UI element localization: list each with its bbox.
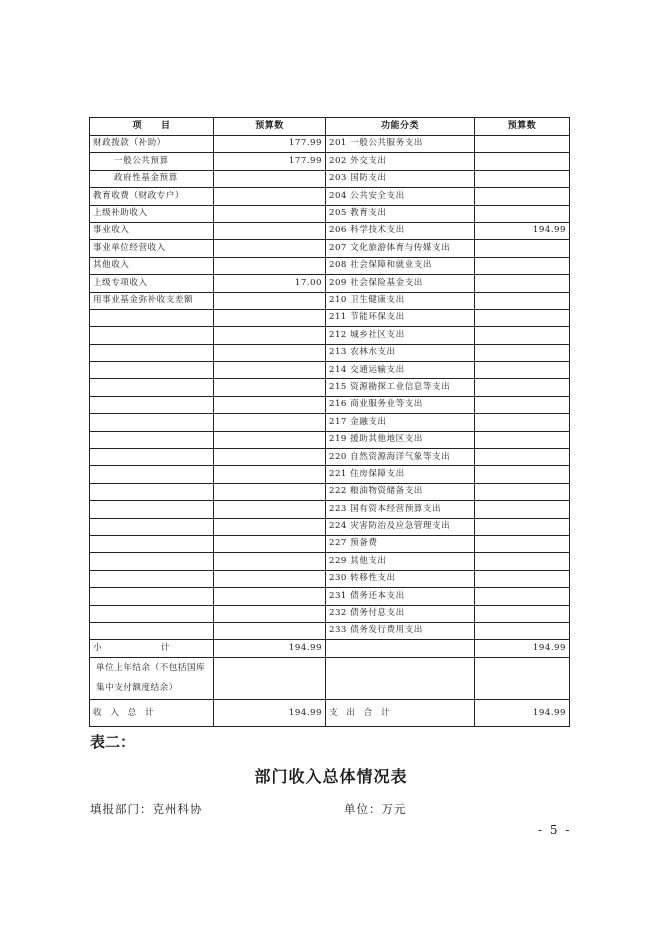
row-item bbox=[90, 309, 214, 326]
row-item bbox=[90, 570, 214, 587]
row-function: 213 农林水支出 bbox=[326, 344, 475, 361]
row-function: 214 交通运输支出 bbox=[326, 362, 475, 379]
row-function: 221 住房保障支出 bbox=[326, 466, 475, 483]
row-function: 223 国有资本经营预算支出 bbox=[326, 501, 475, 518]
row-function: 209 社会保险基金支出 bbox=[326, 275, 475, 292]
table-row bbox=[90, 449, 570, 466]
row-function-amount bbox=[475, 170, 570, 187]
row-function: 211 节能环保支出 bbox=[326, 309, 475, 326]
row-item-amount bbox=[214, 257, 326, 274]
row-item: 上级专项收入 bbox=[90, 275, 214, 292]
row-function-amount bbox=[475, 535, 570, 552]
table-row bbox=[90, 205, 570, 222]
subtotal-row bbox=[90, 640, 570, 658]
table-row bbox=[90, 309, 570, 326]
table-row bbox=[90, 396, 570, 413]
table-row bbox=[90, 622, 570, 639]
row-item: 事业单位经营收入 bbox=[90, 240, 214, 257]
carryover-row bbox=[90, 658, 570, 700]
row-function-amount bbox=[475, 449, 570, 466]
row-function-amount bbox=[475, 257, 570, 274]
row-item bbox=[90, 588, 214, 605]
table-row bbox=[90, 327, 570, 344]
row-function-amount bbox=[475, 501, 570, 518]
row-item bbox=[90, 414, 214, 431]
total-row bbox=[90, 700, 570, 727]
row-function: 208 社会保障和就业支出 bbox=[326, 257, 475, 274]
row-item-amount bbox=[214, 622, 326, 639]
row-item-amount: 177.99 bbox=[214, 136, 326, 153]
row-function-amount bbox=[475, 153, 570, 170]
expense-total-label: 支 出 合 计 bbox=[326, 700, 475, 727]
row-item-amount bbox=[214, 344, 326, 361]
row-item-amount bbox=[214, 535, 326, 552]
table-row bbox=[90, 379, 570, 396]
header-function: 功能分类 bbox=[326, 118, 475, 136]
row-function: 231 债务还本支出 bbox=[326, 588, 475, 605]
row-item-amount bbox=[214, 379, 326, 396]
row-item-amount bbox=[214, 170, 326, 187]
row-item bbox=[90, 466, 214, 483]
row-item bbox=[90, 396, 214, 413]
table-row bbox=[90, 553, 570, 570]
header-function-amount: 预算数 bbox=[475, 118, 570, 136]
row-item-amount bbox=[214, 588, 326, 605]
row-item-amount bbox=[214, 362, 326, 379]
row-item: 事业收入 bbox=[90, 222, 214, 239]
row-function-amount bbox=[475, 379, 570, 396]
row-function-amount bbox=[475, 136, 570, 153]
row-function-amount bbox=[475, 362, 570, 379]
row-item bbox=[90, 344, 214, 361]
row-function: 227 预备费 bbox=[326, 535, 475, 552]
row-item-amount bbox=[214, 466, 326, 483]
row-function: 216 商业服务业等支出 bbox=[326, 396, 475, 413]
row-function: 224 灾害防治及应急管理支出 bbox=[326, 518, 475, 535]
row-function: 205 教育支出 bbox=[326, 205, 475, 222]
row-function: 204 公共安全支出 bbox=[326, 188, 475, 205]
row-function: 229 其他支出 bbox=[326, 553, 475, 570]
row-item-amount bbox=[214, 449, 326, 466]
row-function: 219 援助其他地区支出 bbox=[326, 431, 475, 448]
row-function-amount bbox=[475, 396, 570, 413]
row-item bbox=[90, 535, 214, 552]
row-function-amount bbox=[475, 240, 570, 257]
table-row bbox=[90, 188, 570, 205]
row-function-amount: 194.99 bbox=[475, 222, 570, 239]
table-row bbox=[90, 588, 570, 605]
carryover-function-empty bbox=[326, 658, 475, 700]
row-item-amount bbox=[214, 396, 326, 413]
table-row bbox=[90, 414, 570, 431]
page-number: - 5 - bbox=[538, 823, 572, 837]
table-row bbox=[90, 275, 570, 292]
row-item bbox=[90, 379, 214, 396]
row-function-amount bbox=[475, 553, 570, 570]
table-row bbox=[90, 153, 570, 170]
row-item-amount bbox=[214, 414, 326, 431]
row-item-amount bbox=[214, 518, 326, 535]
row-function: 217 金融支出 bbox=[326, 414, 475, 431]
row-function-amount bbox=[475, 570, 570, 587]
row-item-amount bbox=[214, 240, 326, 257]
income-total-label: 收 入 总 计 bbox=[90, 700, 214, 727]
subtotal-income-amount: 194.99 bbox=[214, 640, 326, 658]
row-item bbox=[90, 518, 214, 535]
table-row bbox=[90, 483, 570, 500]
row-function: 222 粮油物资储备支出 bbox=[326, 483, 475, 500]
row-item bbox=[90, 605, 214, 622]
table-row bbox=[90, 240, 570, 257]
row-item bbox=[90, 501, 214, 518]
row-item-amount bbox=[214, 327, 326, 344]
row-item: 一般公共预算 bbox=[90, 153, 214, 170]
header-item: 项 目 bbox=[90, 118, 214, 136]
row-function: 232 债务付息支出 bbox=[326, 605, 475, 622]
table-row bbox=[90, 535, 570, 552]
row-item-amount bbox=[214, 483, 326, 500]
row-item: 教育收费（财政专户） bbox=[90, 188, 214, 205]
table-row bbox=[90, 362, 570, 379]
carryover-label: 单位上年结余（不包括国库集中支付额度结余） bbox=[90, 658, 214, 700]
row-function-amount bbox=[475, 275, 570, 292]
row-function-amount bbox=[475, 292, 570, 309]
row-function: 203 国防支出 bbox=[326, 170, 475, 187]
row-item-amount bbox=[214, 605, 326, 622]
row-function-amount bbox=[475, 309, 570, 326]
table-row bbox=[90, 344, 570, 361]
row-function: 202 外交支出 bbox=[326, 153, 475, 170]
row-function-amount bbox=[475, 466, 570, 483]
table-row bbox=[90, 466, 570, 483]
row-item bbox=[90, 431, 214, 448]
row-function: 212 城乡社区支出 bbox=[326, 327, 475, 344]
subtotal-label: 小 计 bbox=[90, 640, 214, 658]
row-item: 上级补助收入 bbox=[90, 205, 214, 222]
table-row bbox=[90, 431, 570, 448]
row-item-amount bbox=[214, 309, 326, 326]
row-item bbox=[90, 483, 214, 500]
table-row bbox=[90, 136, 570, 153]
row-function-amount bbox=[475, 344, 570, 361]
table-row bbox=[90, 570, 570, 587]
row-item: 政府性基金预算 bbox=[90, 170, 214, 187]
table-row bbox=[90, 501, 570, 518]
row-item-amount bbox=[214, 188, 326, 205]
row-item-amount: 17.00 bbox=[214, 275, 326, 292]
carryover-amount bbox=[214, 658, 326, 700]
carryover-function-amount bbox=[475, 658, 570, 700]
subtotal-function-empty bbox=[326, 640, 475, 658]
row-function: 220 自然资源海洋气象等支出 bbox=[326, 449, 475, 466]
row-item: 用事业基金弥补收支差额 bbox=[90, 292, 214, 309]
table-row bbox=[90, 605, 570, 622]
row-function: 210 卫生健康支出 bbox=[326, 292, 475, 309]
unit-field: 单位：万元 bbox=[344, 802, 407, 816]
row-function: 201 一般公共服务支出 bbox=[326, 136, 475, 153]
table-row bbox=[90, 222, 570, 239]
row-function-amount bbox=[475, 588, 570, 605]
row-item bbox=[90, 449, 214, 466]
table-row bbox=[90, 518, 570, 535]
row-function: 215 资源勘探工业信息等支出 bbox=[326, 379, 475, 396]
table-row bbox=[90, 257, 570, 274]
row-item-amount bbox=[214, 292, 326, 309]
row-function-amount bbox=[475, 605, 570, 622]
row-item bbox=[90, 622, 214, 639]
row-function-amount bbox=[475, 518, 570, 535]
row-item-amount bbox=[214, 501, 326, 518]
row-function: 230 转移性支出 bbox=[326, 570, 475, 587]
row-function-amount bbox=[475, 483, 570, 500]
row-function-amount bbox=[475, 188, 570, 205]
table-header-row bbox=[90, 118, 570, 136]
row-item-amount bbox=[214, 222, 326, 239]
section-label: 表二： bbox=[90, 733, 136, 751]
department-field: 填报部门：克州科协 bbox=[90, 802, 203, 816]
row-function-amount bbox=[475, 414, 570, 431]
income-total-amount: 194.99 bbox=[214, 700, 326, 727]
subtotal-expense-amount: 194.99 bbox=[475, 640, 570, 658]
row-item bbox=[90, 362, 214, 379]
row-function-amount bbox=[475, 431, 570, 448]
row-item bbox=[90, 553, 214, 570]
row-item-amount: 177.99 bbox=[214, 153, 326, 170]
row-item-amount bbox=[214, 205, 326, 222]
header-item-amount: 预算数 bbox=[214, 118, 326, 136]
budget-table bbox=[89, 117, 570, 727]
row-function: 206 科学技术支出 bbox=[326, 222, 475, 239]
row-function: 233 债务发行费用支出 bbox=[326, 622, 475, 639]
table-row bbox=[90, 292, 570, 309]
row-item: 其他收入 bbox=[90, 257, 214, 274]
row-function-amount bbox=[475, 205, 570, 222]
expense-total-amount: 194.99 bbox=[475, 700, 570, 727]
row-item-amount bbox=[214, 431, 326, 448]
row-item-amount bbox=[214, 553, 326, 570]
row-item: 财政拨款（补助） bbox=[90, 136, 214, 153]
row-function: 207 文化旅游体育与传媒支出 bbox=[326, 240, 475, 257]
row-item bbox=[90, 327, 214, 344]
table-row bbox=[90, 170, 570, 187]
table2-title: 部门收入总体情况表 bbox=[254, 767, 408, 786]
row-item-amount bbox=[214, 570, 326, 587]
row-function-amount bbox=[475, 622, 570, 639]
row-function-amount bbox=[475, 327, 570, 344]
